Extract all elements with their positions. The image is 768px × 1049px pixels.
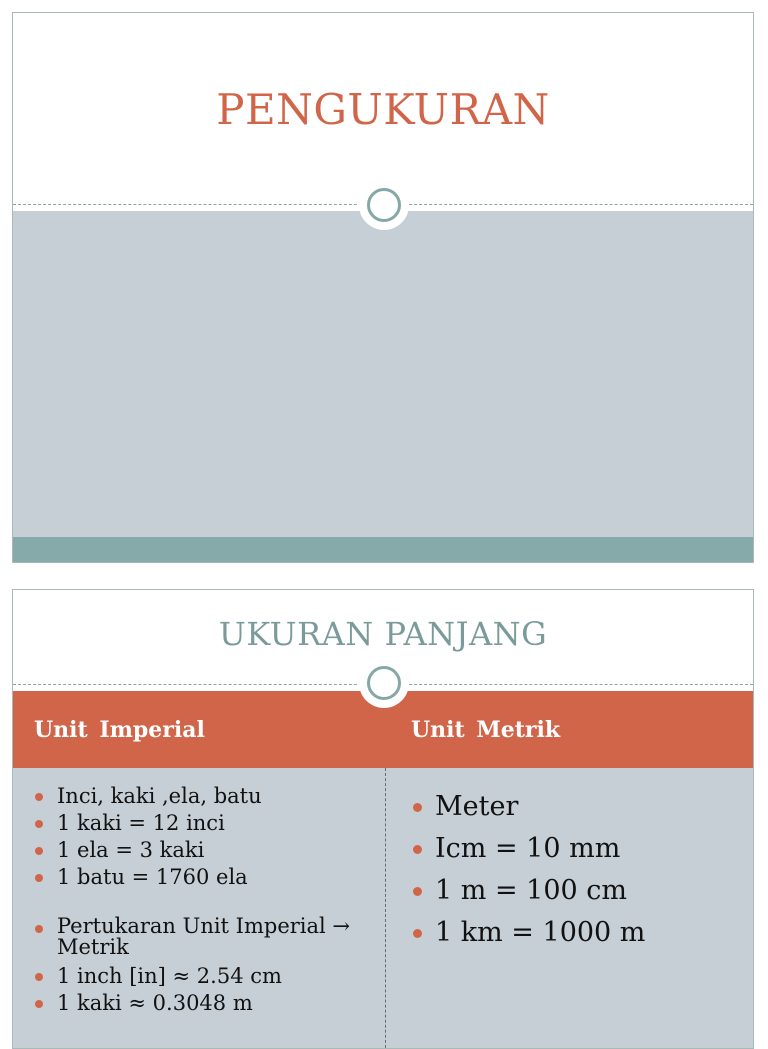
content-panel — [13, 211, 753, 537]
slide-title: PENGUKURAN — [216, 85, 550, 134]
bullet-icon — [35, 925, 43, 933]
bullet-icon — [35, 973, 43, 981]
list-item: 1 kaki ≈ 0.3048 m — [33, 991, 373, 1016]
bullet-icon — [35, 874, 43, 882]
title-area — [13, 13, 753, 206]
bullet-icon — [413, 929, 422, 938]
list-item: 1 batu = 1760 ela — [33, 865, 373, 890]
list-item: 1 ela = 3 kaki — [33, 838, 373, 863]
list-item: Icm = 10 mm — [411, 832, 731, 865]
circle-icon — [367, 666, 401, 700]
list-item: 1 km = 1000 m — [411, 916, 731, 949]
table-body-row — [13, 768, 753, 1049]
divider-ornament — [359, 180, 409, 230]
list-item: Inci, kaki ,ela, batu — [33, 784, 373, 809]
circle-icon — [367, 188, 401, 222]
metric-list — [411, 790, 731, 958]
list-item: Meter — [411, 790, 731, 823]
list-item: 1 kaki = 12 inci — [33, 811, 373, 836]
column-separator — [385, 768, 386, 1049]
bullet-icon — [413, 887, 422, 896]
imperial-list — [33, 784, 373, 1018]
slide-title: UKURAN PANJANG — [218, 615, 548, 653]
bullet-icon — [35, 820, 43, 828]
list-item: 1 m = 100 cm — [411, 874, 731, 907]
content-slide — [12, 589, 754, 1049]
bullet-icon — [413, 803, 422, 812]
divider-ornament — [359, 658, 409, 708]
title-slide — [12, 12, 754, 563]
list-item: 1 inch [in] ≈ 2.54 cm — [33, 964, 373, 989]
metric-column-header: Unit Metrik — [411, 716, 561, 743]
bullet-icon — [35, 793, 43, 801]
footer-band — [13, 537, 753, 563]
bullet-icon — [413, 845, 422, 854]
imperial-column-header: Unit Imperial — [34, 716, 205, 743]
list-item: Pertukaran Unit Imperial → Metrik — [33, 916, 373, 958]
bullet-icon — [35, 847, 43, 855]
bullet-icon — [35, 1000, 43, 1008]
